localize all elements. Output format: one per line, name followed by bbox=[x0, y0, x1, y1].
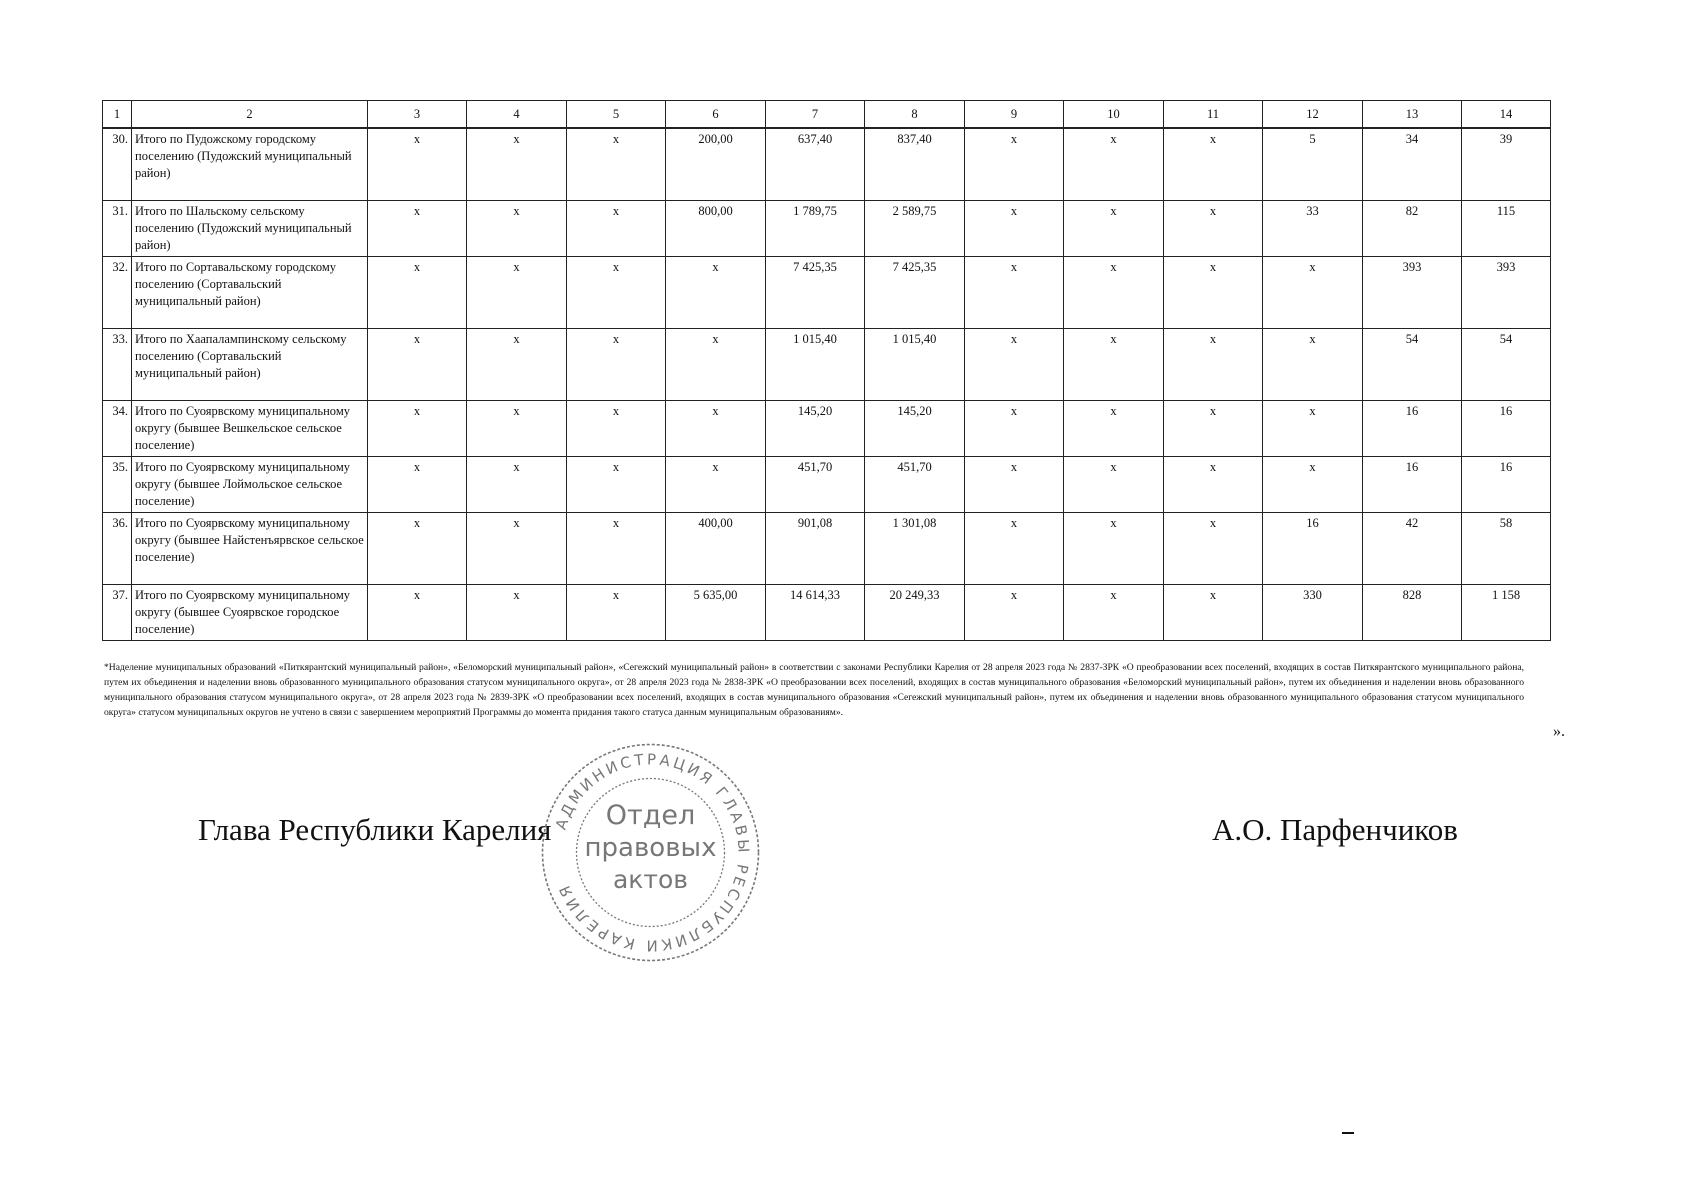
footnote: *Наделение муниципальных образований «Питкярантский муниципальный район», «Беломорский муниципальный район», «Сегежский муниципальный район» в соответствии с законами Республики Карелия от 28 апреля 2023 года № 2837-ЗРК «О преобразовании всех поселений, входящих в состав Питкярантского муниципального района, путем их объединения и наделении вновь образованного муниципального образования статусом муниципального округа», от 28 апреля 2023 года № 2838-ЗРК «О преобразовании всех поселений, входящих в состав муниципального образования «Беломорский муниципальный район», путем их объединения и наделении вновь образованного муниципального образования статусом муниципального округа», от 28 апреля 2023 года № 2839-ЗРК «О преобразовании всех поселений, входящих в состав муниципального образования «Сегежский муниципальный район», путем их объединения и наделении вновь образованного муниципального образования статусом муниципального округа» статусом муниципальных округов не учтено в связи с завершением мероприятий Программы до момента придания такого статуса данным муниципальным образованиям». bbox=[104, 662, 1524, 718]
cell-col-3: x bbox=[368, 400, 467, 456]
cell-col-3: x bbox=[368, 200, 467, 256]
cell-col-14: 54 bbox=[1462, 328, 1551, 400]
stamp-line-3: актов bbox=[612, 865, 689, 894]
cell-col-4: x bbox=[467, 128, 567, 200]
cell-col-11: x bbox=[1164, 400, 1263, 456]
cell-col-13: 82 bbox=[1363, 200, 1462, 256]
cell-col-8: 145,20 bbox=[865, 400, 965, 456]
column-header: 5 bbox=[567, 101, 666, 129]
column-header: 10 bbox=[1064, 101, 1164, 129]
cell-col-7: 145,20 bbox=[766, 400, 865, 456]
cell-col-8: 7 425,35 bbox=[865, 256, 965, 328]
cell-col-12: 16 bbox=[1263, 512, 1363, 584]
cell-col-3: x bbox=[368, 584, 467, 640]
cell-col-13: 42 bbox=[1363, 512, 1462, 584]
table-row bbox=[103, 328, 1551, 400]
cell-col-9: x bbox=[965, 128, 1064, 200]
cell-col-10: x bbox=[1064, 128, 1164, 200]
column-header: 1 bbox=[103, 101, 132, 129]
cell-col-8: 451,70 bbox=[865, 456, 965, 512]
row-name: Итого по Шальскому сельскому поселению (Пудожский муниципальный район) bbox=[132, 200, 368, 256]
cell-col-5: x bbox=[567, 328, 666, 400]
column-header: 6 bbox=[666, 101, 766, 129]
cell-col-6: x bbox=[666, 400, 766, 456]
column-header: 12 bbox=[1263, 101, 1363, 129]
cell-col-14: 16 bbox=[1462, 456, 1551, 512]
cell-col-5: x bbox=[567, 200, 666, 256]
cell-col-14: 16 bbox=[1462, 400, 1551, 456]
row-name: Итого по Суоярвскому муниципальному округу (бывшее Суоярвское городское поселение) bbox=[132, 584, 368, 640]
cell-col-3: x bbox=[368, 128, 467, 200]
cell-col-12: 5 bbox=[1263, 128, 1363, 200]
row-name: Итого по Суоярвскому муниципальному округу (бывшее Найстенъярвское сельское поселение) bbox=[132, 512, 368, 584]
cell-col-7: 901,08 bbox=[766, 512, 865, 584]
row-name: Итого по Сортавальскому городскому поселению (Сортавальский муниципальный район) bbox=[132, 256, 368, 328]
signatory-name: А.О. Парфенчиков bbox=[1212, 812, 1458, 847]
row-name: Итого по Хаапалампинскому сельскому поселению (Сортавальский муниципальный район) bbox=[132, 328, 368, 400]
cell-col-14: 39 bbox=[1462, 128, 1551, 200]
cell-col-4: x bbox=[467, 200, 567, 256]
column-header: 9 bbox=[965, 101, 1064, 129]
cell-col-12: x bbox=[1263, 256, 1363, 328]
column-header: 11 bbox=[1164, 101, 1263, 129]
cell-col-13: 828 bbox=[1363, 584, 1462, 640]
cell-col-8: 837,40 bbox=[865, 128, 965, 200]
cell-col-11: x bbox=[1164, 256, 1263, 328]
cell-col-8: 20 249,33 bbox=[865, 584, 965, 640]
table-row bbox=[103, 200, 1551, 256]
table-row bbox=[103, 128, 1551, 200]
row-number: 36. bbox=[103, 512, 132, 584]
cell-col-4: x bbox=[467, 256, 567, 328]
row-number: 30. bbox=[103, 128, 132, 200]
cell-col-6: x bbox=[666, 456, 766, 512]
cell-col-9: x bbox=[965, 512, 1064, 584]
column-header: 8 bbox=[865, 101, 965, 129]
cell-col-14: 1 158 bbox=[1462, 584, 1551, 640]
table-header-row bbox=[103, 101, 1551, 129]
cell-col-9: x bbox=[965, 400, 1064, 456]
cell-col-14: 58 bbox=[1462, 512, 1551, 584]
row-number: 31. bbox=[103, 200, 132, 256]
row-number: 33. bbox=[103, 328, 132, 400]
cell-col-7: 14 614,33 bbox=[766, 584, 865, 640]
cell-col-10: x bbox=[1064, 456, 1164, 512]
column-header: 4 bbox=[467, 101, 567, 129]
cell-col-11: x bbox=[1164, 328, 1263, 400]
cell-col-10: x bbox=[1064, 400, 1164, 456]
column-header: 13 bbox=[1363, 101, 1462, 129]
signatory-position: Глава Республики Карелия bbox=[198, 812, 552, 847]
cell-col-9: x bbox=[965, 584, 1064, 640]
cell-col-10: x bbox=[1064, 200, 1164, 256]
cell-col-10: x bbox=[1064, 256, 1164, 328]
cell-col-10: x bbox=[1064, 584, 1164, 640]
cell-col-10: x bbox=[1064, 328, 1164, 400]
cell-col-12: 330 bbox=[1263, 584, 1363, 640]
data-table bbox=[102, 100, 1551, 641]
table-row bbox=[103, 512, 1551, 584]
cell-col-12: x bbox=[1263, 328, 1363, 400]
cell-col-5: x bbox=[567, 456, 666, 512]
cell-col-9: x bbox=[965, 256, 1064, 328]
cell-col-6: 5 635,00 bbox=[666, 584, 766, 640]
cell-col-4: x bbox=[467, 400, 567, 456]
cell-col-3: x bbox=[368, 512, 467, 584]
cell-col-6: 400,00 bbox=[666, 512, 766, 584]
column-header: 14 bbox=[1462, 101, 1551, 129]
cell-col-9: x bbox=[965, 200, 1064, 256]
cell-col-13: 393 bbox=[1363, 256, 1462, 328]
scan-mark bbox=[1342, 1132, 1354, 1134]
cell-col-6: x bbox=[666, 328, 766, 400]
cell-col-8: 2 589,75 bbox=[865, 200, 965, 256]
official-stamp bbox=[538, 740, 763, 965]
column-header: 3 bbox=[368, 101, 467, 129]
cell-col-3: x bbox=[368, 328, 467, 400]
cell-col-7: 451,70 bbox=[766, 456, 865, 512]
table-row bbox=[103, 456, 1551, 512]
closing-quote: ». bbox=[1553, 723, 1565, 740]
stamp-line-1: Отдел bbox=[605, 800, 696, 831]
table-row bbox=[103, 584, 1551, 640]
column-header: 2 bbox=[132, 101, 368, 129]
cell-col-8: 1 015,40 bbox=[865, 328, 965, 400]
row-name: Итого по Пудожскому городскому поселению (Пудожский муниципальный район) bbox=[132, 128, 368, 200]
cell-col-14: 115 bbox=[1462, 200, 1551, 256]
cell-col-7: 637,40 bbox=[766, 128, 865, 200]
table-row bbox=[103, 256, 1551, 328]
cell-col-11: x bbox=[1164, 128, 1263, 200]
table-row bbox=[103, 400, 1551, 456]
cell-col-5: x bbox=[567, 512, 666, 584]
row-number: 35. bbox=[103, 456, 132, 512]
cell-col-6: 800,00 bbox=[666, 200, 766, 256]
cell-col-5: x bbox=[567, 256, 666, 328]
cell-col-12: x bbox=[1263, 400, 1363, 456]
cell-col-3: x bbox=[368, 456, 467, 512]
cell-col-4: x bbox=[467, 512, 567, 584]
stamp-line-2: правовых bbox=[584, 833, 717, 863]
stamp-ring-text: АДМИНИСТРАЦИЯ ГЛАВЫ РЕСПУБЛИКИ КАРЕЛИЯ bbox=[551, 750, 753, 955]
cell-col-13: 34 bbox=[1363, 128, 1462, 200]
row-number: 34. bbox=[103, 400, 132, 456]
cell-col-6: x bbox=[666, 256, 766, 328]
cell-col-11: x bbox=[1164, 584, 1263, 640]
cell-col-13: 54 bbox=[1363, 328, 1462, 400]
cell-col-12: 33 bbox=[1263, 200, 1363, 256]
cell-col-3: x bbox=[368, 256, 467, 328]
cell-col-10: x bbox=[1064, 512, 1164, 584]
cell-col-9: x bbox=[965, 328, 1064, 400]
cell-col-11: x bbox=[1164, 200, 1263, 256]
cell-col-8: 1 301,08 bbox=[865, 512, 965, 584]
cell-col-11: x bbox=[1164, 512, 1263, 584]
row-number: 37. bbox=[103, 584, 132, 640]
cell-col-7: 1 789,75 bbox=[766, 200, 865, 256]
column-header: 7 bbox=[766, 101, 865, 129]
cell-col-11: x bbox=[1164, 456, 1263, 512]
cell-col-5: x bbox=[567, 128, 666, 200]
cell-col-4: x bbox=[467, 328, 567, 400]
row-number: 32. bbox=[103, 256, 132, 328]
cell-col-7: 1 015,40 bbox=[766, 328, 865, 400]
cell-col-4: x bbox=[467, 584, 567, 640]
row-name: Итого по Суоярвскому муниципальному округу (бывшее Вешкельское сельское поселение) bbox=[132, 400, 368, 456]
cell-col-5: x bbox=[567, 584, 666, 640]
table-body bbox=[103, 101, 1551, 641]
cell-col-13: 16 bbox=[1363, 400, 1462, 456]
cell-col-9: x bbox=[965, 456, 1064, 512]
cell-col-12: x bbox=[1263, 456, 1363, 512]
cell-col-7: 7 425,35 bbox=[766, 256, 865, 328]
row-name: Итого по Суоярвскому муниципальному округу (бывшее Лоймольское сельское поселение) bbox=[132, 456, 368, 512]
cell-col-6: 200,00 bbox=[666, 128, 766, 200]
cell-col-13: 16 bbox=[1363, 456, 1462, 512]
cell-col-14: 393 bbox=[1462, 256, 1551, 328]
cell-col-4: x bbox=[467, 456, 567, 512]
cell-col-5: x bbox=[567, 400, 666, 456]
